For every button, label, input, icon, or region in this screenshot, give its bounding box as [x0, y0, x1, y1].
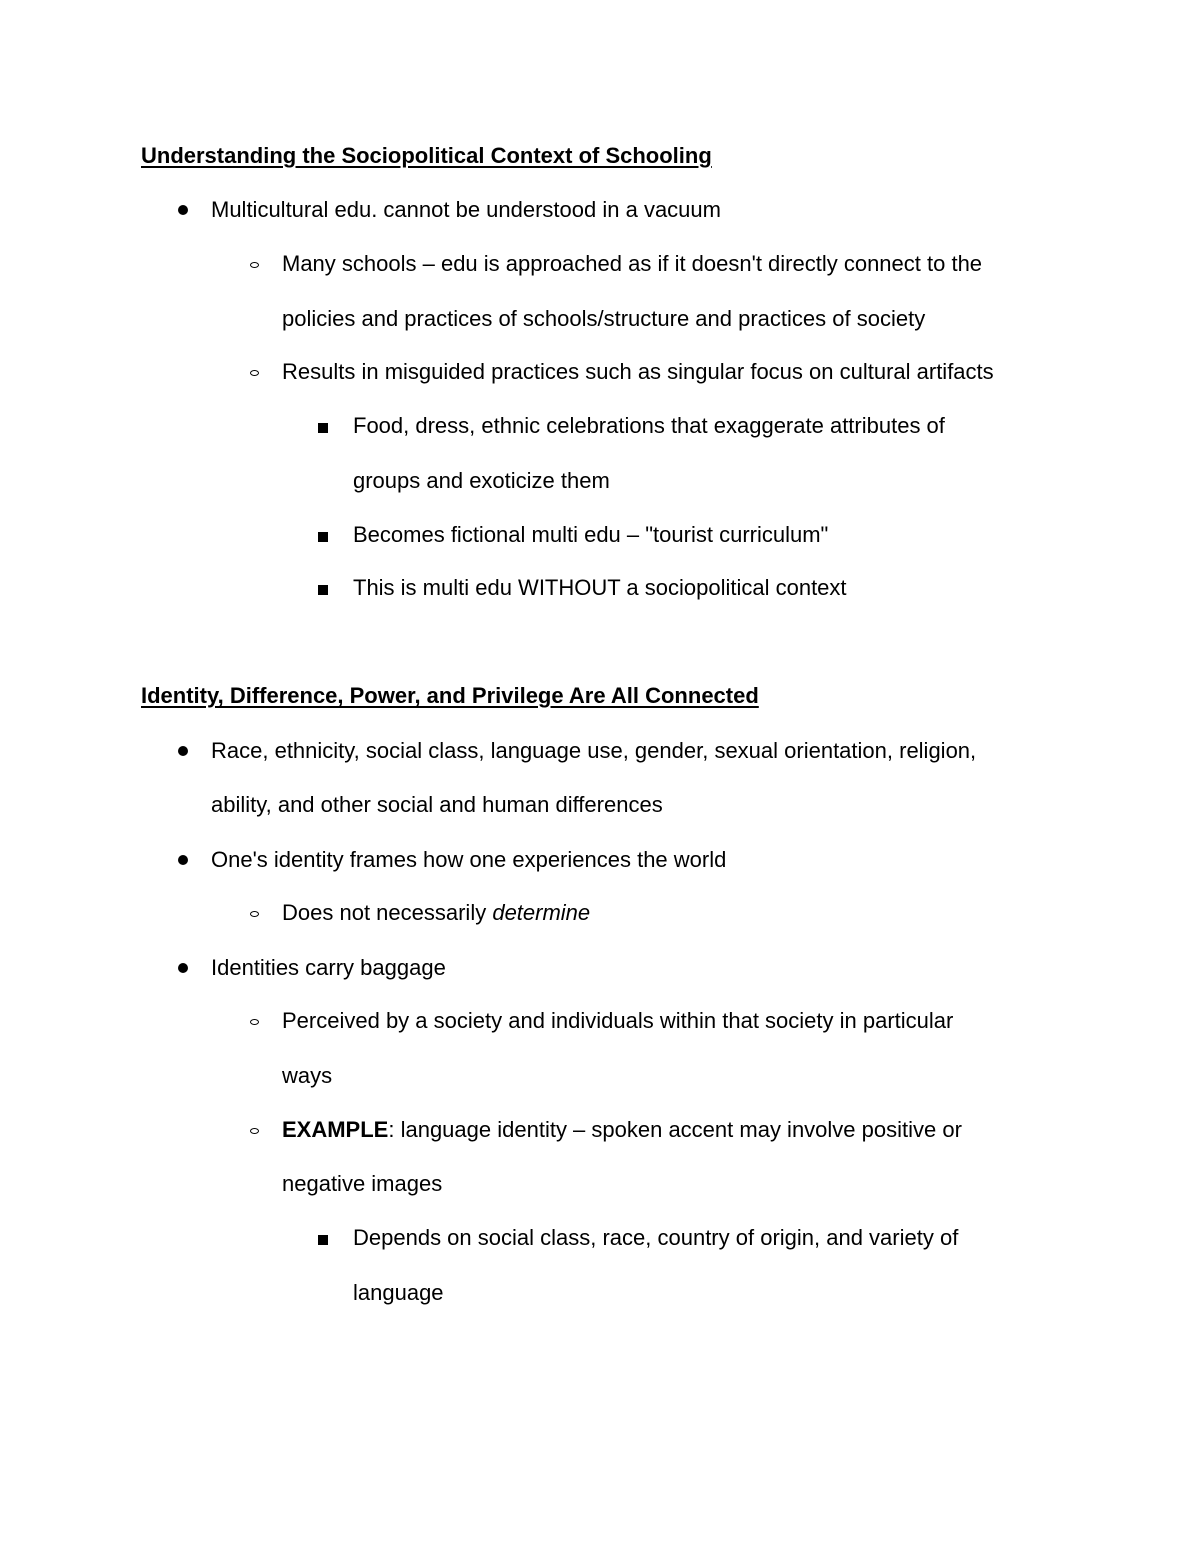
list-item-continuation: groups and exoticize them	[353, 468, 610, 493]
bullet-circle-icon	[250, 911, 259, 917]
list-item: Identities carry baggage	[211, 955, 446, 980]
example-label: EXAMPLE	[282, 1117, 389, 1142]
list-item: One's identity frames how one experiences the world	[211, 847, 727, 872]
bullet-square-icon	[318, 532, 328, 542]
list-item	[282, 898, 590, 928]
list-item: This is multi edu WITHOUT a sociopolitical context	[353, 575, 847, 600]
bullet-circle-icon	[250, 1019, 259, 1025]
bullet-disc-icon	[178, 963, 188, 973]
list-item-continuation: ability, and other social and human differences	[211, 792, 663, 817]
list-item-text: : language identity – spoken accent may involve positive or	[388, 1117, 962, 1142]
list-item: Many schools – edu is approached as if it doesn't directly connect to the	[282, 251, 983, 276]
list-item-continuation: ways	[282, 1063, 333, 1088]
list-item: Becomes fictional multi edu – "tourist curriculum"	[353, 522, 829, 547]
list-item: Race, ethnicity, social class, language use, gender, sexual orientation, religion,	[211, 738, 977, 763]
bullet-square-icon	[318, 1235, 328, 1245]
bullet-disc-icon	[178, 746, 188, 756]
list-item: Food, dress, ethnic celebrations that exaggerate attributes of	[353, 413, 945, 438]
bullet-square-icon	[318, 585, 328, 595]
emphasis-text: determine	[492, 900, 591, 925]
bullet-square-icon	[318, 423, 328, 433]
list-item: Multicultural edu. cannot be understood in a vacuum	[211, 197, 721, 222]
bullet-disc-icon	[178, 205, 188, 215]
list-item-continuation: policies and practices of schools/structure and practices of society	[282, 306, 926, 331]
bullet-circle-icon	[250, 370, 259, 376]
list-item: Results in misguided practices such as singular focus on cultural artifacts	[282, 359, 994, 384]
section-heading-1: Understanding the Sociopolitical Context of Schooling	[141, 143, 712, 168]
list-item: Depends on social class, race, country of origin, and variety of	[353, 1225, 959, 1250]
bullet-disc-icon	[178, 855, 188, 865]
list-item-continuation: negative images	[282, 1171, 443, 1196]
list-item-text: Does not necessarily	[282, 900, 493, 925]
list-item	[282, 1115, 962, 1145]
list-item: Perceived by a society and individuals within that society in particular	[282, 1008, 954, 1033]
bullet-circle-icon	[250, 262, 259, 268]
section-heading-2: Identity, Difference, Power, and Privilege Are All Connected	[141, 683, 759, 708]
list-item-continuation: language	[353, 1280, 444, 1305]
bullet-circle-icon	[250, 1128, 259, 1134]
